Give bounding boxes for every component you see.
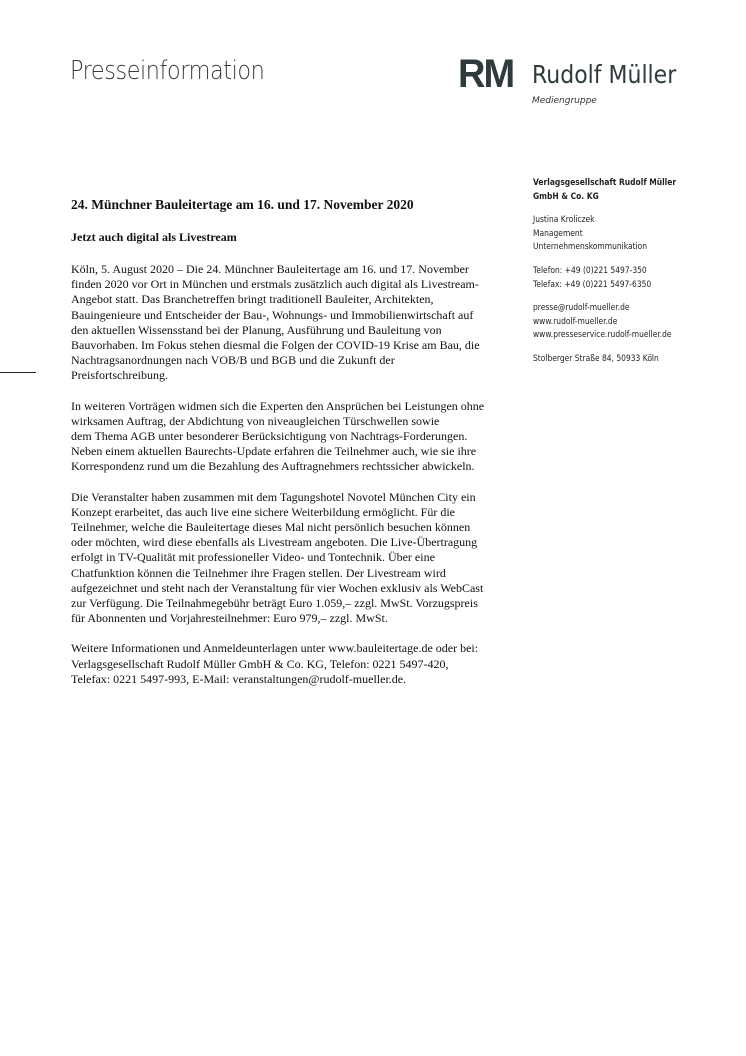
company-logo: [458, 54, 718, 110]
text-line: Telefax: 0221 5497-993, E-Mail: veranstaltungen@rudolf-mueller.de.: [71, 671, 407, 686]
text-line: GmbH & Co. KG: [533, 190, 599, 201]
text-line: Justina Kroliczek: [533, 214, 595, 225]
phone-line: Telefon: +49 (0)221 5497-350: [533, 264, 647, 275]
text-line: Weitere Informationen und Anmeldeunterlagen unter www.bauleitertage.de oder bei:: [71, 641, 479, 656]
text-line: dem Thema AGB unter besonderer Berücksichtigung von Nachtrags-Forderungen.: [71, 429, 468, 444]
text-line: Neben einem aktuellen Baurechts-Update erfahren die Teilnehmer auch, wie sie ihre: [71, 444, 477, 459]
text-line: Die Veranstalter haben zusammen mit dem Tagungshotel Novotel München City ein: [71, 489, 476, 504]
fold-mark: [0, 372, 36, 373]
text-line: Köln, 5. August 2020 – Die 24. Münchner Bauleitertage am 16. und 17. November: [71, 262, 469, 276]
text-line: Bauingenieure und Entscheider der Bau-, Wohnungs- und Immobilienwirtschaft auf: [71, 307, 474, 322]
article-paragraph: [71, 399, 511, 475]
article: [71, 196, 511, 702]
text-line: Bauvorhaben. Im Fokus stehen diesmal die Folgen der COVID-19 Krise am Bau, die: [71, 338, 480, 353]
text-line: Verlagsgesellschaft Rudolf Müller GmbH & Co. KG, Telefon: 0221 5497-420,: [71, 656, 449, 671]
article-paragraph: [71, 490, 511, 627]
text-line: den aktuellen Wissensstand bei der Planung, Ausführung und Bauleitung von: [71, 322, 442, 337]
text-line: In weiteren Vorträgen widmen sich die Experten den Ansprüchen bei Leistungen ohne: [71, 398, 485, 413]
website-link[interactable]: www.rudolf-mueller.de: [533, 315, 618, 326]
text-line: oder möchten, wird diese ebenfalls als Livestream angeboten. Die Live-Übertragung: [71, 535, 478, 550]
logo-mark: RM: [458, 52, 514, 96]
text-line: Nachtragsanordnungen nach VOB/B und BGB und die Zukunft der: [71, 353, 395, 368]
text-line: für Abonnenten und Vorjahresteilnehmer: Euro 979,– zzgl. MwSt.: [71, 611, 388, 626]
article-subheadline: Jetzt auch digital als Livestream: [71, 230, 237, 244]
text-line: Verlagsgesellschaft Rudolf Müller: [533, 177, 677, 187]
contact-sidebar: [533, 176, 733, 376]
text-line: aufgezeichnet und steht nach der Veranstaltung für vier Wochen exklusiv als WebCast: [71, 580, 484, 595]
presseservice-link[interactable]: www.presseservice.rudolf-mueller.de: [533, 329, 672, 340]
text-line: wirksamen Auftrag, der Abdichtung von niveaugleichen Türschwellen sowie: [71, 413, 440, 428]
page-title: Presseinformation: [70, 56, 265, 86]
text-line: zur Verfügung. Die Teilnahmegebühr beträgt Euro 1.059,– zzgl. MwSt. Vorzugspreis: [71, 596, 478, 611]
email-link[interactable]: presse@rudolf-mueller.de: [533, 302, 630, 313]
logo-name: Rudolf Müller: [532, 60, 677, 89]
text-line: Unternehmenskommunikation: [533, 241, 648, 252]
text-line: Angebot statt. Das Branchetreffen bringt traditionell Bauleiter, Architekten,: [71, 292, 434, 307]
text-line: Teilnehmer, welche die Bauleitertage dieses Mal nicht persönlich besuchen können: [71, 520, 471, 535]
text-line: Konzept erarbeitet, das auch live eine sichere Weiterbildung ermöglicht. Für die: [71, 504, 456, 519]
contact-address: [533, 352, 733, 366]
fax-line: Telefax: +49 (0)221 5497-6350: [533, 278, 652, 289]
text-line: erfolgt in TV-Qualität mit professioneller Video- und Tontechnik. Über eine: [71, 550, 435, 565]
contact-phones: [533, 264, 733, 291]
contact-person: [533, 213, 733, 254]
text-line: finden 2020 vor Ort in München und erstmals zusätzlich auch digital als Livestream-: [71, 277, 479, 292]
article-headline: 24. Münchner Bauleitertage am 16. und 17. November 2020: [71, 197, 414, 212]
text-line: Management: [533, 227, 583, 238]
article-paragraph: [71, 262, 511, 384]
text-line: Chatfunktion können die Teilnehmer ihre Fragen stellen. Der Livestream wird: [71, 565, 446, 580]
address-line: Stolberger Straße 84, 50933 Köln: [533, 352, 659, 363]
publisher-name: [533, 176, 733, 203]
article-paragraph: [71, 641, 511, 687]
text-line: Preisfortschreibung.: [71, 368, 168, 383]
text-line: Korrespondenz rund um die Bezahlung des Auftragnehmers rechtssicher abwickeln.: [71, 459, 475, 474]
logo-subtitle: Mediengruppe: [532, 96, 597, 106]
contact-web: [533, 301, 733, 342]
